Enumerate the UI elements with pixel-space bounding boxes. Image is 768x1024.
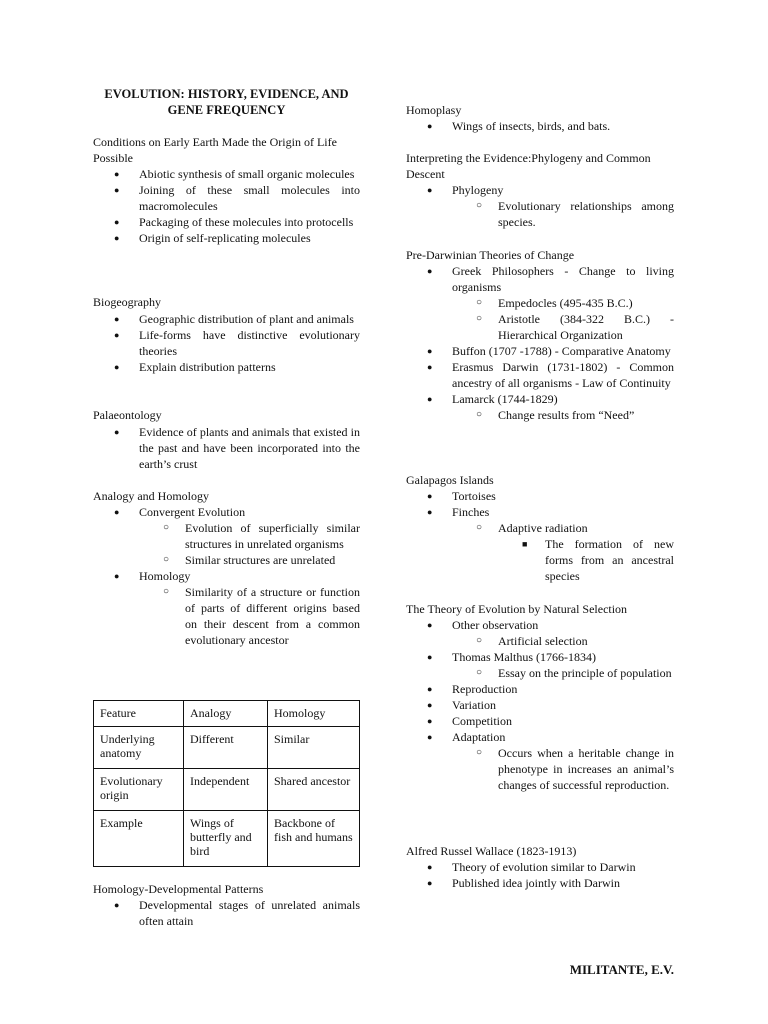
list-item: ● Developmental stages of unrelated animals often attain xyxy=(93,897,360,929)
list-item: ■ The formation of new forms from an ancestral species xyxy=(406,536,674,584)
list-item: ○ Aristotle (384-322 B.C.) - Hierarchical Organization xyxy=(406,311,674,343)
list-item: ● Lamarck (1744-1829) xyxy=(406,391,674,407)
list-item: ● Wings of insects, birds, and bats. xyxy=(406,118,674,134)
list-item: ○ Artificial selection xyxy=(406,633,674,649)
page-title: EVOLUTION: HISTORY, EVIDENCE, AND GENE FREQUENCY xyxy=(104,87,349,117)
table-cell: Underlying anatomy xyxy=(94,727,184,769)
list-item: ● Finches xyxy=(406,504,674,520)
list-item: ● Explain distribution patterns xyxy=(93,359,360,375)
list-natural-selection xyxy=(406,617,674,793)
list-item: ○ Occurs when a heritable change in phenotype in increases an animal’s changes of successful reproduction. xyxy=(406,745,674,793)
heading-wallace: Alfred Russel Wallace (1823-1913) xyxy=(406,844,577,858)
list-analogy-homology xyxy=(93,504,360,648)
heading-natural-selection: The Theory of Evolution by Natural Selection xyxy=(406,602,628,616)
list-item: ● Other observation xyxy=(406,617,674,633)
list-item: ● Evidence of plants and animals that existed in the past and have been incorporated into the earth’s crust xyxy=(93,424,360,472)
list-wallace xyxy=(406,859,674,891)
table-header-cell: Analogy xyxy=(184,701,268,727)
table-cell: Evolutionary origin xyxy=(94,769,184,811)
list-item: ● Competition xyxy=(406,713,674,729)
list-item: ● Published idea jointly with Darwin xyxy=(406,875,674,891)
heading-palaeontology: Palaeontology xyxy=(93,408,162,422)
list-item: ● Life-forms have distinctive evolutionary theories xyxy=(93,327,360,359)
table-cell: Example xyxy=(94,811,184,867)
heading-homoplasy: Homoplasy xyxy=(406,103,462,117)
comparison-table xyxy=(93,700,360,867)
list-palaeontology xyxy=(93,424,360,472)
list-biogeography xyxy=(93,311,360,375)
heading-biogeography: Biogeography xyxy=(93,295,161,309)
list-item: ● Abiotic synthesis of small organic molecules xyxy=(93,166,360,182)
table-header-cell: Homology xyxy=(268,701,360,727)
table-header-row xyxy=(94,701,360,727)
list-item: ● Convergent Evolution xyxy=(93,504,360,520)
list-item: ○ Essay on the principle of population xyxy=(406,665,674,681)
list-item: ● Origin of self-replicating molecules xyxy=(93,230,360,246)
list-phylogeny xyxy=(406,182,674,230)
heading-galapagos: Galapagos Islands xyxy=(406,473,494,487)
list-item: ○ Similarity of a structure or function of parts of different origins based on their descent from a common evolutionary ancestor xyxy=(93,584,360,648)
table-cell: Wings of butterfly and bird xyxy=(184,811,268,867)
list-galapagos xyxy=(406,488,674,584)
list-homoplasy xyxy=(406,118,674,134)
list-item: ● Joining of these small molecules into macromolecules xyxy=(93,182,360,214)
heading-phylogeny: Interpreting the Evidence:Phylogeny and Common Descent xyxy=(406,151,651,181)
list-conditions xyxy=(93,166,360,246)
list-item: ● Homology xyxy=(93,568,360,584)
table-cell: Backbone of fish and humans xyxy=(268,811,360,867)
table-cell: Shared ancestor xyxy=(268,769,360,811)
list-item: ○ Empedocles (495-435 B.C.) xyxy=(406,295,674,311)
table-header-cell: Feature xyxy=(94,701,184,727)
list-item: ● Buffon (1707 -1788) - Comparative Anatomy xyxy=(406,343,674,359)
list-item: ○ Similar structures are unrelated xyxy=(93,552,360,568)
table-row xyxy=(94,769,360,811)
list-item: ● Thomas Malthus (1766-1834) xyxy=(406,649,674,665)
list-item: ● Erasmus Darwin (1731-1802) - Common ancestry of all organisms - Law of Continuity xyxy=(406,359,674,391)
table-cell: Different xyxy=(184,727,268,769)
list-item: ● Greek Philosophers - Change to living organisms xyxy=(406,263,674,295)
table-row xyxy=(94,727,360,769)
list-developmental xyxy=(93,897,360,929)
heading-analogy-homology: Analogy and Homology xyxy=(93,489,209,503)
table-cell: Similar xyxy=(268,727,360,769)
list-item: ○ Change results from “Need” xyxy=(406,407,674,423)
heading-predarwinian: Pre-Darwinian Theories of Change xyxy=(406,248,575,262)
list-item: ● Tortoises xyxy=(406,488,674,504)
list-item: ● Adaptation xyxy=(406,729,674,745)
author-signature: MILITANTE, E.V. xyxy=(569,962,674,977)
list-item: ● Reproduction xyxy=(406,681,674,697)
heading-conditions: Conditions on Early Earth Made the Origin of Life Possible xyxy=(93,135,337,165)
table-row xyxy=(94,811,360,867)
list-item: ● Theory of evolution similar to Darwin xyxy=(406,859,674,875)
heading-developmental: Homology-Developmental Patterns xyxy=(93,882,264,896)
list-item: ○ Evolutionary relationships among species. xyxy=(406,198,674,230)
table-cell: Independent xyxy=(184,769,268,811)
list-item: ○ Evolution of superficially similar structures in unrelated organisms xyxy=(93,520,360,552)
list-predarwinian xyxy=(406,263,674,423)
list-item: ● Variation xyxy=(406,697,674,713)
list-item: ● Packaging of these molecules into protocells xyxy=(93,214,360,230)
list-item: ● Phylogeny xyxy=(406,182,674,198)
list-item: ● Geographic distribution of plant and animals xyxy=(93,311,360,327)
list-item: ○ Adaptive radiation xyxy=(406,520,674,536)
